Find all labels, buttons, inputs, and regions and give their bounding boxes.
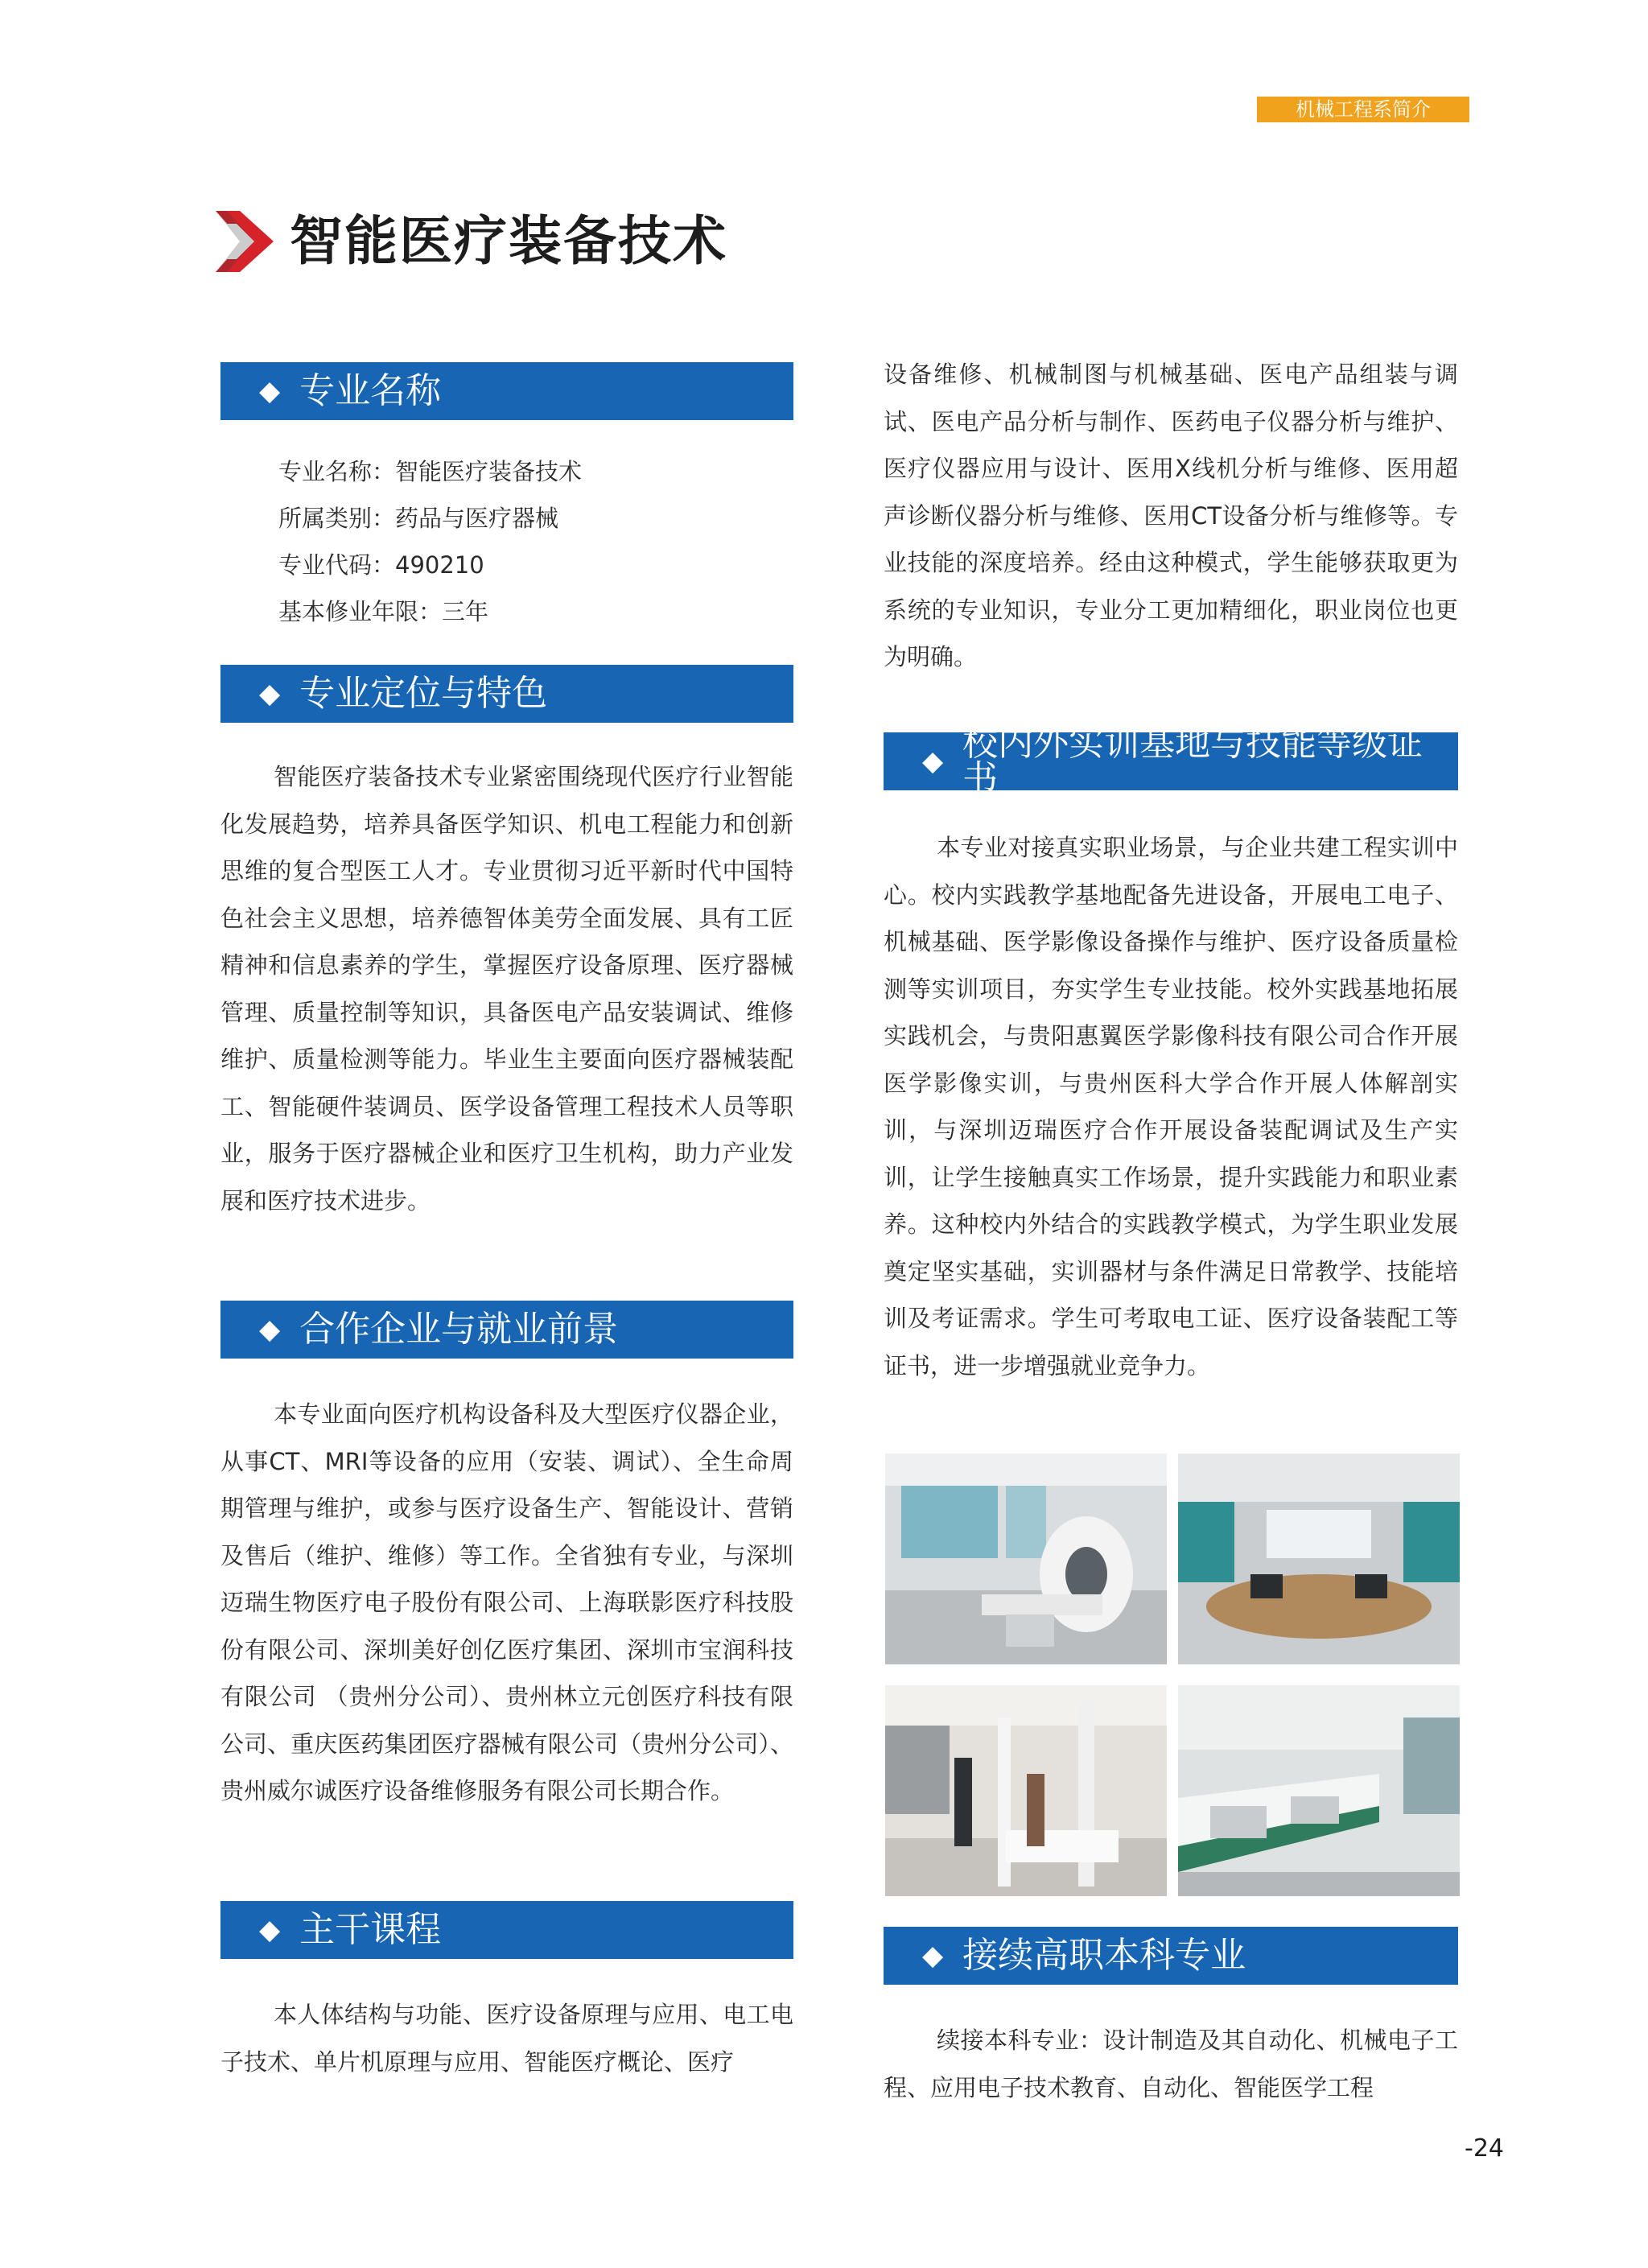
- diamond-bullet-icon: ◆: [259, 678, 281, 710]
- courses-text: [220, 1991, 793, 2085]
- diamond-bullet-icon: ◆: [259, 1313, 281, 1346]
- position-text: [220, 753, 793, 1224]
- photo-xray-equipment: [885, 1685, 1167, 1896]
- section-heading-position: [220, 665, 793, 723]
- courses-text-continued: [884, 351, 1458, 681]
- section-heading-training: [884, 723, 1458, 799]
- paragraph: 续接本科专业：设计制造及其自动化、机械电子工程、应用电子技术教育、自动化、智能医学工程: [884, 2027, 1458, 2101]
- section-heading-name: [220, 362, 793, 420]
- diamond-bullet-icon: ◆: [259, 375, 281, 407]
- photo-electronics-lab: [1178, 1685, 1460, 1896]
- section-heading-label: 专业名称: [299, 370, 442, 411]
- major-info-list: [278, 448, 582, 635]
- section-heading-upgrade: [884, 1927, 1458, 1985]
- training-text: [884, 824, 1458, 1389]
- photo-training-room: [1178, 1454, 1460, 1664]
- header-tag: 机械工程系简介: [1257, 97, 1469, 122]
- paragraph: 本人体结构与功能、医疗设备原理与应用、电工电子技术、单片机原理与应用、智能医疗概论、医疗: [220, 2001, 793, 2076]
- diamond-bullet-icon: ◆: [922, 745, 944, 777]
- section-heading-label: 主干课程: [299, 1909, 442, 1950]
- page-number: -24: [1465, 2134, 1504, 2163]
- section-heading-label: 专业定位与特色: [299, 673, 548, 714]
- paragraph: 设备维修、机械制图与机械基础、医电产品组装与调试、医电产品分析与制作、医药电子仪器分析与维护、医疗仪器应用与设计、医用X线机分析与维修、医用超声诊断仪器分析与维修、医用CT设备分析与维修等。专业技能的深度培养。经由这种模式，学生能够获取更为系统的专业知识，专业分工更加精细化，职业岗位也更为明确。: [884, 361, 1458, 670]
- diamond-bullet-icon: ◆: [922, 1940, 944, 1972]
- section-heading-employment: [220, 1301, 793, 1359]
- diamond-bullet-icon: ◆: [259, 1914, 281, 1946]
- page-title: 智能医疗装备技术: [290, 210, 727, 272]
- info-item: 所属类别：药品与医疗器械: [278, 505, 559, 532]
- section-heading-label: 合作企业与就业前景: [299, 1309, 619, 1350]
- chevron-logo-icon: [216, 211, 274, 272]
- employment-text: [220, 1391, 793, 1815]
- paragraph: 智能医疗装备技术专业紧密围绕现代医疗行业智能化发展趋势，培养具备医学知识、机电工程能力和创新思维的复合型医工人才。专业贯彻习近平新时代中国特色社会主义思想，培养德智体美劳全面发展、具有工匠精神和信息素养的学生，掌握医疗设备原理、医疗器械管理、质量控制等知识，具备医电产品安装调试、维修维护、质量检测等能力。毕业生主要面向医疗器械装配工、智能硬件装调员、医学设备管理工程技术人员等职业，服务于医疗器械企业和医疗卫生机构，助力产业发展和医疗技术进步。: [220, 763, 793, 1214]
- section-heading-label: 接续高职本科专业: [962, 1935, 1246, 1976]
- upgrade-text: [884, 2017, 1458, 2111]
- paragraph: 本专业对接真实职业场景，与企业共建工程实训中心。校内实践教学基地配备先进设备，开展电工电子、机械基础、医学影像设备操作与维护、医疗设备质量检测等实训项目，夯实学生专业技能。校外实践基地拓展实践机会，与贵阳惠翼医学影像科技有限公司合作开展医学影像实训，与贵州医科大学合作开展人体解剖实训，与深圳迈瑞医疗合作开展设备装配调试及生产实训，让学生接触真实工作场景，提升实践能力和职业素养。这种校内外结合的实践教学模式，为学生职业发展奠定坚实基础，实训器材与条件满足日常教学、技能培训及考证需求。学生可考取电工证、医疗设备装配工等证书，进一步增强就业竞争力。: [884, 834, 1458, 1379]
- info-item: 专业代码：490210: [278, 551, 484, 579]
- info-item: 基本修业年限：三年: [278, 598, 489, 625]
- paragraph: 本专业面向医疗机构设备科及大型医疗仪器企业，从事CT、MRI等设备的应用（安装、调试）、全生命周期管理与维护，或参与医疗设备生产、智能设计、营销及售后（维护、维修）等工作。全省独有专业，与深圳迈瑞生物医疗电子股份有限公司、上海联影医疗科技股份有限公司、深圳美好创亿医疗集团、深圳市宝润科技有限公司 （贵州分公司）、贵州林立元创医疗科技有限公司、重庆医药集团医疗器械有限公司（贵州分公司）、贵州威尔诚医疗设备维修服务有限公司长期合作。: [220, 1400, 793, 1804]
- photo-ct-scanner-lab: [885, 1454, 1167, 1664]
- info-item: 专业名称：智能医疗装备技术: [278, 458, 583, 485]
- section-heading-label: 校内外实训基地与技能等级证书: [962, 723, 1423, 799]
- section-heading-courses: [220, 1901, 793, 1959]
